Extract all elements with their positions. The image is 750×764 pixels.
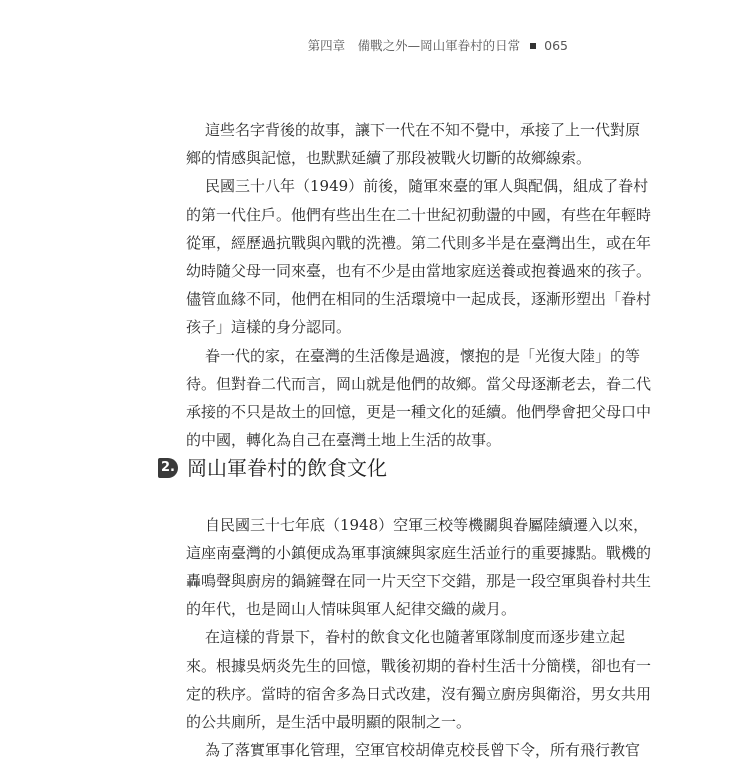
text-line: 鄉的情感與記憶，也默默延續了那段被戰火切斷的故鄉線索。 [186, 149, 592, 168]
text-line: 來。根據吳炳炎先生的回憶，戰後初期的眷村生活十分簡樸，卻也有一 [186, 656, 652, 675]
text-line: 自民國三十七年底（1948）空軍三校等機關與眷屬陸續遷入以來， [205, 515, 649, 534]
text-line: 的中國，轉化為自己在臺灣土地上生活的故事。 [186, 431, 502, 450]
text-line: 承接的不只是故土的回憶，更是一種文化的延續。他們學會把父母口中 [186, 402, 652, 421]
paragraph [186, 511, 652, 624]
text-line: 的公共廁所，是生活中最明顯的限制之一。 [186, 712, 472, 731]
text-line: 的年代，也是岡山人情味與軍人紀律交織的歲月。 [186, 600, 517, 619]
paragraphs-after-heading [186, 511, 652, 764]
paragraph [186, 623, 652, 736]
text-line: 幼時隨父母一同來臺，也有不少是由當地家庭送養或抱養過來的孩子。 [186, 261, 652, 280]
text-line: 眷一代的家，在臺灣的生活像是過渡，懷抱的是「光復大陸」的等 [205, 346, 641, 365]
chapter-title: 第四章 備戰之外—岡山軍眷村的日常 [307, 38, 521, 53]
body-text [161, 116, 652, 764]
section-title: 岡山軍眷村的飲食文化 [187, 456, 387, 481]
text-line: 這座南臺灣的小鎮便成為軍事演練與家庭生活並行的重要據點。戰機的 [186, 543, 652, 562]
text-line: 這些名字背後的故事，讓下一代在不知不覺中，承接了上一代對原 [205, 121, 641, 139]
text-line: 民國三十八年（1949）前後，隨軍來臺的軍人與配偶，組成了眷村 [205, 177, 649, 196]
text-line: 為了落實軍事化管理，空軍官校胡偉克校長曾下令，所有飛行教官 [205, 741, 641, 760]
paragraph [186, 172, 652, 341]
text-line: 孩子」這樣的身分認同。 [186, 318, 352, 337]
text-line: 在這樣的背景下，眷村的飲食文化也隨著軍隊制度而逐步建立起 [205, 628, 626, 647]
text-line: 儘管血緣不同，他們在相同的生活環境中一起成長，逐漸形塑出「眷村 [186, 290, 652, 309]
section-heading [158, 454, 568, 482]
paragraph [186, 116, 641, 172]
paragraph [186, 342, 652, 455]
text-line: 定的秩序。當時的宿舍多為日式改建，沒有獨立廚房與衛浴，男女共用 [186, 684, 652, 703]
paragraphs-before-heading [186, 116, 652, 454]
text-line: 的第一代住戶。他們有些出生在二十世紀初動盪的中國，有些在年輕時 [186, 205, 652, 224]
paragraph [186, 736, 641, 764]
spacer [186, 482, 568, 510]
text-line: 轟鳴聲與廚房的鍋鏟聲在同一片天空下交錯，那是一段空軍與眷村共生 [186, 572, 652, 590]
text-line: 待。但對眷二代而言，岡山就是他們的故鄉。當父母逐漸老去，眷二代 [186, 374, 652, 393]
separator-square-icon [530, 43, 536, 49]
text-line: 從軍，經歷過抗戰與內戰的洗禮。第二代則多半是在臺灣出生，或在年 [186, 233, 652, 252]
page-number: 065 [544, 38, 568, 53]
section-number-badge: 2. [158, 458, 178, 478]
running-head [308, 36, 568, 54]
